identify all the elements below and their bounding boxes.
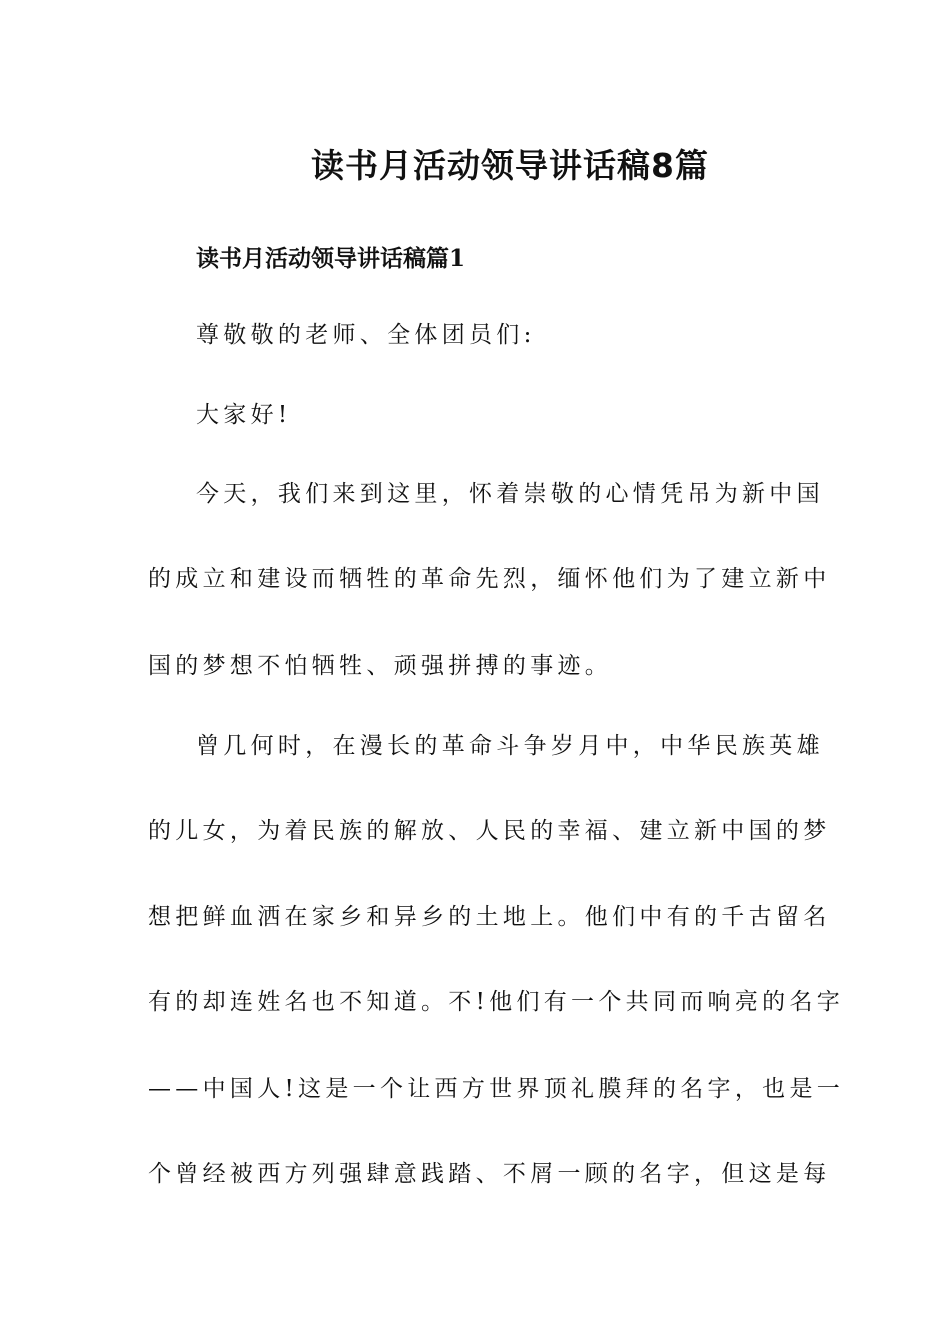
paragraph-line: 尊敬敬的老师、全体团员们: (196, 322, 536, 348)
paragraph-line: 个曾经被西方列强肆意践踏、不屑一顾的名字，但这是每 (148, 1161, 831, 1187)
paragraph-line: 有的却连姓名也不知道。不!他们有一个共同而响亮的名字 (148, 989, 845, 1015)
paragraph-line: 曾几何时，在漫长的革命斗争岁月中，中华民族英雄 (196, 733, 824, 759)
section-title: 读书月活动领导讲话稿篇1 (196, 245, 466, 272)
paragraph-line: 的儿女，为着民族的解放、人民的幸福、建立新中国的梦 (148, 818, 831, 844)
document-title: 读书月活动领导讲话稿8篇 (311, 146, 709, 185)
paragraph-line: ——中国人!这是一个让西方世界顶礼膜拜的名字，也是一 (148, 1076, 845, 1102)
paragraph-line: 今天，我们来到这里，怀着崇敬的心情凭吊为新中国 (196, 481, 824, 507)
paragraph-line: 的成立和建设而牺牲的革命先烈，缅怀他们为了建立新中 (148, 566, 831, 592)
paragraph-line: 国的梦想不怕牺牲、顽强拼搏的事迹。 (148, 653, 613, 679)
paragraph-line: 想把鲜血洒在家乡和异乡的土地上。他们中有的千古留名 (148, 904, 831, 930)
paragraph-line: 大家好! (196, 402, 292, 428)
